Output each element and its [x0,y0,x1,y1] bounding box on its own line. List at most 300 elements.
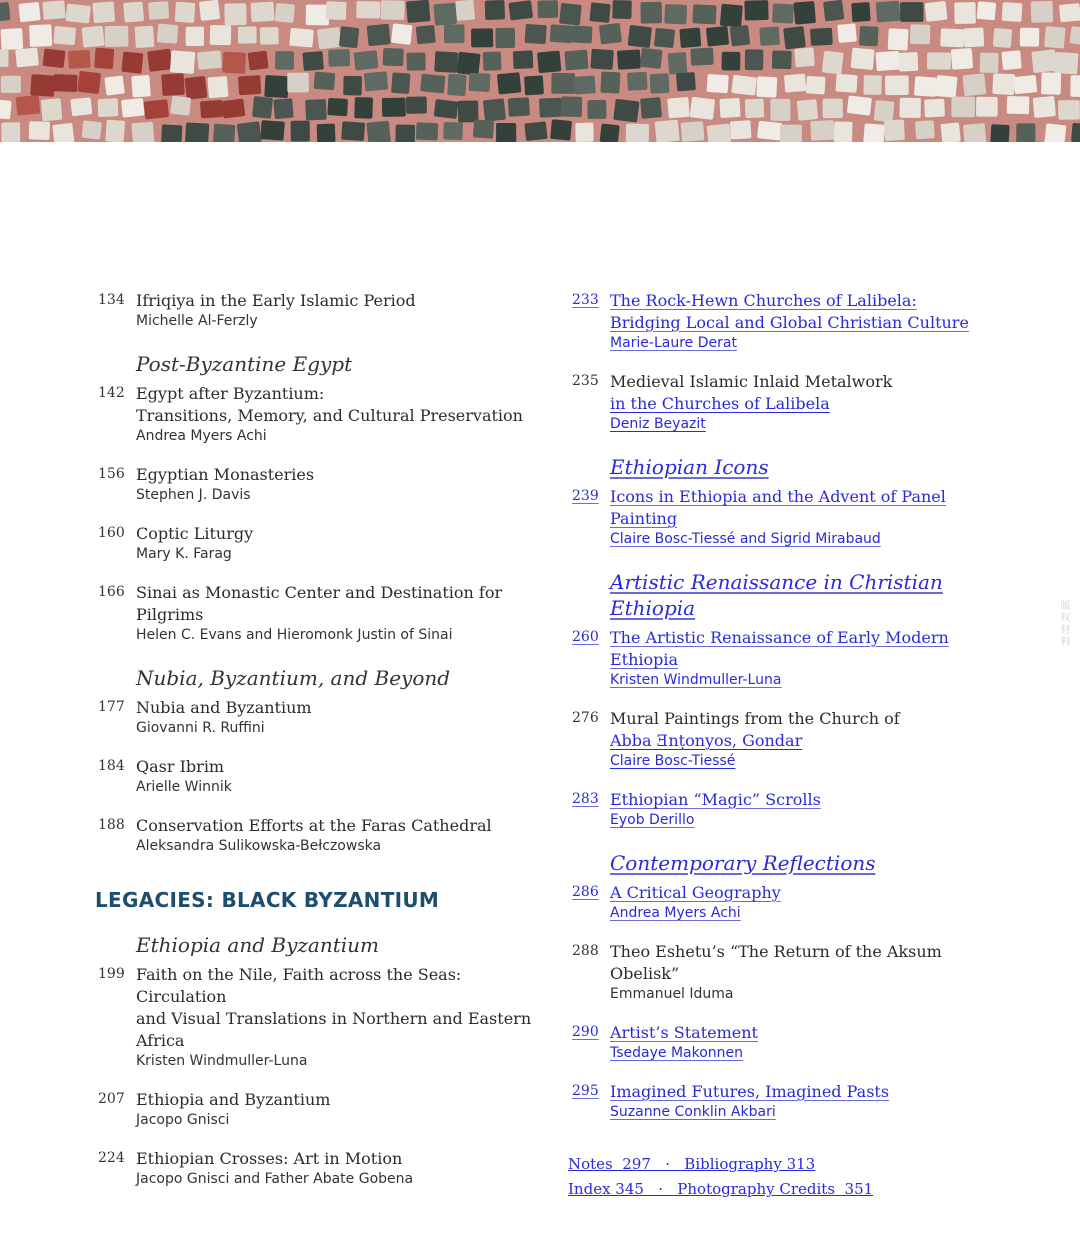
mosaic-tile [806,76,826,95]
entry-title: Conservation Efforts at the Faras Cathedral [136,816,492,835]
toc-entry [98,756,538,797]
toc-entry [98,1148,538,1189]
mosaic-tile [690,48,714,66]
mosaic-tile [590,49,613,70]
page-number: 134 [98,292,125,308]
mosaic-tile [794,47,815,67]
toc-entry [572,941,1012,1004]
entry-title: Egypt after Byzantium: [136,384,325,403]
mosaic-tile [29,24,52,47]
page-number: 166 [98,584,125,600]
mosaic-tile [121,51,143,73]
mosaic-tile [770,99,790,121]
mosaic-tile [328,49,350,67]
mosaic-tile [123,1,144,22]
mosaic-tile [207,76,228,98]
mosaic-tile [681,121,705,142]
mosaic-tile [992,73,1015,95]
mosaic-tile [538,0,559,18]
toc-entry[interactable] [572,708,1012,771]
mosaic-tile [53,74,78,92]
mosaic-tile [910,24,930,44]
entry-title[interactable]: The Artistic Renaissance of Early Modern Ethiopia [610,628,949,669]
mosaic-tile [317,124,336,142]
mosaic-tile [745,49,764,70]
mosaic-tile [221,99,245,119]
mosaic-tile [564,50,588,71]
mosaic-tile [131,122,154,142]
mosaic-tile [52,123,74,142]
mosaic-tile [924,99,945,118]
entry-author: Giovanni R. Ruffini [136,720,265,736]
mosaic-tile [900,2,923,22]
mosaic-tile [837,23,857,43]
mosaic-tile [161,124,182,142]
mosaic-tile [68,50,91,69]
mosaic-tile [1013,75,1037,94]
mosaic-tile [783,26,806,49]
mosaic-tile [1054,52,1079,75]
mosaic-tile [135,26,155,48]
mosaic-tile [252,96,273,119]
mosaic-tile [496,123,516,142]
mosaic-tile [443,122,463,140]
page-number: 224 [98,1150,125,1166]
mosaic-tile [1071,123,1080,142]
mosaic-tile [42,0,65,19]
mosaic-tile [679,28,701,48]
mosaic-tile [757,121,782,141]
mosaic-tile [1044,26,1065,49]
mosaic-tile [851,48,875,70]
entry-author: Mary K. Farag [136,546,232,562]
toc-entry[interactable] [572,486,1012,549]
page-number: 142 [98,385,125,401]
mosaic-tile [260,27,279,45]
mosaic-tile [0,28,23,50]
mosaic-tile [30,74,55,97]
mosaic-tile [121,98,145,118]
mosaic-tile [444,24,465,43]
mosaic-tile [1007,96,1030,114]
mosaic-tile [224,3,246,25]
mosaic-tile [627,72,648,91]
mosaic-tile [589,2,610,23]
mosaic-tile [161,73,185,96]
mosaic-tile [722,52,741,71]
mosaic-tile [291,121,310,142]
mosaic-tile [539,98,562,118]
footer-line-index[interactable]: Index 345 · Photography Credits 351 [568,1180,874,1198]
mosaic-tile [250,2,274,23]
entry-author[interactable]: Kristen Windmuller-Luna [610,672,782,688]
mosaic-tile [572,25,593,43]
watermark: 版权材料 [1058,600,1069,648]
mosaic-tile [458,100,479,122]
mosaic-tile [314,72,336,91]
entry-title: Coptic Liturgy [136,524,254,543]
mosaic-tile [835,74,857,93]
mosaic-tile [719,98,740,118]
mosaic-tile [851,2,870,22]
mosaic-tile [354,97,373,119]
mosaic-tile [667,97,690,118]
entry-title: Ifriqiya in the Early Islamic Period [136,291,416,310]
toc-entry [98,523,538,564]
mosaic-tile [976,97,998,117]
mosaic-tile [77,71,101,94]
mosaic-tile [793,1,816,25]
mosaic-tile [745,99,765,119]
mosaic-tile [898,52,918,72]
entry-title[interactable]: A Critical Geography [610,883,781,902]
mosaic-tile [81,120,101,139]
back-matter-links[interactable] [568,1152,1012,1202]
mosaic-tile [1059,3,1080,22]
mosaic-tile [626,124,650,142]
mosaic-tile [197,50,222,70]
entry-author[interactable]: Eyob Derillo [610,812,695,828]
mosaic-tile [157,24,178,44]
mosaic-tile [668,52,688,75]
mosaic-tile [238,75,261,95]
mosaic-tile [810,120,834,141]
toc-entry [98,1089,538,1130]
mosaic-tile [650,73,670,94]
mosaic-tile [927,52,951,69]
entry-title-continued[interactable]: in the Churches of Lalibela [610,394,830,413]
section-title[interactable]: Contemporary Reflections [610,851,876,875]
mosaic-tile [617,49,641,69]
toc-entry[interactable] [572,789,1012,830]
toc-entry [98,582,538,645]
toc-left-column [95,290,538,1207]
mosaic-tile [977,1,997,20]
mosaic-tile [537,51,561,74]
mosaic-tile [613,99,639,123]
toc-entry [98,815,538,856]
mosaic-tile [275,51,294,70]
entry-title[interactable]: Imagined Futures, Imagined Pasts [610,1082,890,1101]
mosaic-tile [483,51,502,70]
mosaic-tile [823,0,844,21]
page-number: 160 [98,525,125,541]
entry-title[interactable]: The Rock-Hewn Churches of Lalibela: [610,291,917,310]
mosaic-tile [18,2,40,22]
page-number: 188 [98,817,125,833]
mosaic-tile [434,51,458,73]
mosaic-tile [1031,1,1053,23]
mosaic-tile [406,0,431,23]
entry-title: Ethiopia and Byzantium [136,1090,331,1109]
mosaic-tile [859,26,879,46]
mosaic-tile [184,76,207,100]
mosaic-tile [383,48,404,66]
mosaic-tile [692,4,716,24]
entry-title-continued[interactable]: Bridging Local and Global Christian Culture [610,313,969,332]
entry-author: Stephen J. Davis [136,487,251,503]
mosaic-tile [41,98,63,121]
mosaic-tile [561,96,582,117]
mosaic-tile [354,50,379,70]
mosaic-tile [1031,49,1057,73]
mosaic-tile [1,76,21,93]
mosaic-header-image [0,0,1080,142]
mosaic-tile [53,26,76,45]
mosaic-tile [15,47,39,67]
entry-author: Jacopo Gnisci and Father Abate Gobena [136,1171,414,1187]
part-heading: LEGACIES: BLACK BYZANTIUM [95,888,440,912]
entry-author: Jacopo Gnisci [136,1112,230,1128]
mosaic-tile [822,51,844,75]
mosaic-tile [940,28,964,47]
mosaic-tile [784,74,806,93]
section-title[interactable]: Ethiopian Icons [610,455,769,479]
mosaic-tile [1058,100,1080,120]
mosaic-tile [186,27,204,46]
mosaic-tile [600,123,620,142]
mosaic-tile [640,2,662,24]
entry-title: Nubia and Byzantium [136,698,312,717]
mosaic-tile [524,75,544,95]
entry-title: Ethiopian Crosses: Art in Motion [136,1149,403,1168]
mosaic-tile [170,50,195,74]
mosaic-tile [1,122,20,142]
mosaic-tile [147,49,173,72]
mosaic-tile [237,121,262,142]
mosaic-tile [416,122,438,140]
mosaic-tile [730,25,751,47]
mosaic-tile [366,121,390,142]
mosaic-tile [457,52,481,76]
entry-author[interactable]: Deniz Beyazit [610,416,706,432]
mosaic-tile [963,73,987,96]
mosaic-tile [343,76,362,96]
mosaic-tile [508,97,530,117]
page-number: 207 [98,1091,125,1107]
mosaic-tile [1016,123,1035,142]
mosaic-tile [980,52,999,73]
mosaic-tile [834,121,853,142]
mosaic-tile [525,24,547,44]
toc-entry[interactable] [572,1081,1012,1122]
mosaic-tile [455,0,475,21]
mosaic-tile [640,97,662,119]
mosaic-tile [447,74,466,96]
mosaic-tile [175,2,196,23]
mosaic-tile [43,48,66,68]
mosaic-tile [473,119,494,138]
page-number[interactable]: 239 [572,488,599,504]
page-number[interactable]: 295 [572,1083,599,1099]
mosaic-tile [874,100,895,122]
toc-entry[interactable] [572,882,1012,923]
entry-author[interactable]: Claire Bosc-Tiessé and Sigrid Mirabaud [610,531,881,547]
mosaic-tile [305,99,326,120]
mosaic-tile [951,96,975,117]
mosaic-tile [131,75,151,98]
entry-author[interactable]: Tsedaye Makonnen [610,1045,744,1061]
section-title: Nubia, Byzantium, and Beyond [136,666,451,690]
page-number: 156 [98,466,125,482]
mosaic-tile [0,99,12,119]
mosaic-tile [497,72,521,94]
mosaic-tile [104,75,124,95]
mosaic-tile [954,2,976,24]
mosaic-tile [94,48,114,69]
mosaic-tile [210,25,232,45]
mosaic-tile [508,0,533,20]
mosaic-tile [468,73,490,92]
mosaic-tile [655,120,680,142]
mosaic-tile [915,120,935,139]
page-number[interactable]: 283 [572,791,599,807]
toc-entry[interactable] [572,627,1012,690]
page-number[interactable]: 233 [572,292,599,308]
mosaic-tile [940,122,960,142]
mosaic-tile [628,25,652,48]
toc-entry [98,290,538,331]
mosaic-tile [772,50,792,69]
mosaic-tile [199,0,220,21]
mosaic-tile [951,48,973,70]
mosaic-tile [317,27,342,49]
mosaic-tile [275,3,295,23]
mosaic-tile [990,124,1009,142]
mosaic-tile [16,95,41,115]
toc-entry [98,697,538,738]
entry-author[interactable]: Claire Bosc-Tiessé [610,753,736,769]
mosaic-tile [264,75,289,98]
mosaic-tile [185,122,209,142]
mosaic-tile [213,124,235,142]
entry-title[interactable]: Artist’s Statement [610,1023,758,1042]
entry-author: Aleksandra Sulikowska-Bełczowska [136,838,382,854]
mosaic-tile [287,73,309,93]
entry-author[interactable]: Marie-Laure Derat [610,335,737,351]
entry-title: Mural Paintings from the Church of [610,709,900,728]
entry-author: Emmanuel Iduma [610,986,734,1002]
mosaic-tile [707,74,729,93]
mosaic-tile [395,124,415,142]
mosaic-tile [0,2,10,22]
mosaic-tile [914,76,937,97]
mosaic-tile [273,98,293,119]
toc-entry[interactable] [572,290,1012,353]
mosaic-tile [550,119,572,140]
mosaic-tile [863,123,885,142]
entry-author[interactable]: Suzanne Conklin Akbari [610,1104,776,1120]
entry-title-continued: and Visual Translations in Northern and Eastern Africa [136,1009,532,1050]
mosaic-tile [144,99,170,119]
mosaic-tile [1070,75,1080,97]
footer-line-notes[interactable]: Notes 297 · Bibliography 313 [568,1155,816,1173]
mosaic-tile [1033,96,1056,118]
mosaic-tile [326,1,347,20]
mosaic-tile [200,100,223,119]
mosaic-tile [875,51,900,71]
entry-title: Egyptian Monasteries [136,465,315,484]
toc-right-column [568,290,1012,1202]
mosaic-tile [1002,2,1023,22]
mosaic-tile [690,97,716,120]
mosaic-tile [483,98,506,122]
page-number[interactable]: 260 [572,629,599,645]
mosaic-tile [551,73,575,94]
page-number[interactable]: 290 [572,1024,599,1040]
entry-title: Qasr Ibrim [136,757,225,776]
page-number: 184 [98,758,125,774]
page-number[interactable]: 276 [572,710,599,726]
toc-entry[interactable] [572,1022,1012,1063]
mosaic-tile [823,99,843,119]
mosaic-tile [364,71,388,91]
mosaic-tile [744,0,768,20]
entry-author: Helen C. Evans and Hieromonk Justin of Sinai [136,627,453,643]
mosaic-tile [730,120,752,139]
section-title: Ethiopia and Byzantium [136,933,380,957]
toc-entry[interactable] [572,371,1012,434]
mosaic-tile [772,3,794,23]
mosaic-tile [327,98,348,116]
mosaic-tile [302,51,323,71]
mosaic-tile [574,76,596,95]
mosaic-tile [876,1,901,23]
mosaic-tile [1001,50,1021,70]
mosaic-tile [935,75,957,98]
mosaic-tile [391,72,410,94]
entry-title[interactable]: Icons in Ethiopia and the Advent of Panel Painting [610,487,946,528]
mosaic-tile [888,28,909,50]
entry-title-continued[interactable]: Abba Ǝnṭonyos, Gondar [610,731,803,750]
page-number[interactable]: 235 [572,373,599,389]
page-number[interactable]: 286 [572,884,599,900]
mosaic-tile [471,28,493,47]
mosaic-tile [1020,28,1040,47]
mosaic-tile [756,76,777,97]
entry-author: Michelle Al-Ferzly [136,313,258,329]
toc-entry [98,964,538,1071]
toc-entry [98,464,538,505]
mosaic-tile [416,25,436,44]
section-title[interactable]: Artistic Renaissance in Christian Ethiopia [610,570,943,620]
mosaic-tile [731,75,757,96]
mosaic-tile [654,28,675,48]
mosaic-tile [863,75,881,95]
mosaic-tile [963,28,984,48]
mosaic-tile [600,72,620,94]
mosaic-tile [925,1,948,22]
mosaic-tile [1041,72,1061,94]
mosaic-tile [720,4,743,28]
mosaic-tile [485,0,505,20]
entry-title[interactable]: Ethiopian “Magic” Scrolls [610,790,821,809]
mosaic-tile [65,3,91,23]
mosaic-tile [676,72,696,91]
mosaic-tile [433,3,457,26]
mosaic-tile [222,52,246,74]
entry-author[interactable]: Andrea Myers Achi [610,905,741,921]
mosaic-tile [70,97,92,116]
mosaic-tile [170,96,191,116]
mosaic-tile [380,0,404,20]
mosaic-tile [306,4,329,25]
mosaic-tile [524,121,547,141]
mosaic-tile [780,125,802,142]
entry-title: Medieval Islamic Inlaid Metalwork [610,372,893,391]
mosaic-tile [664,4,687,24]
mosaic-tile [248,51,269,71]
